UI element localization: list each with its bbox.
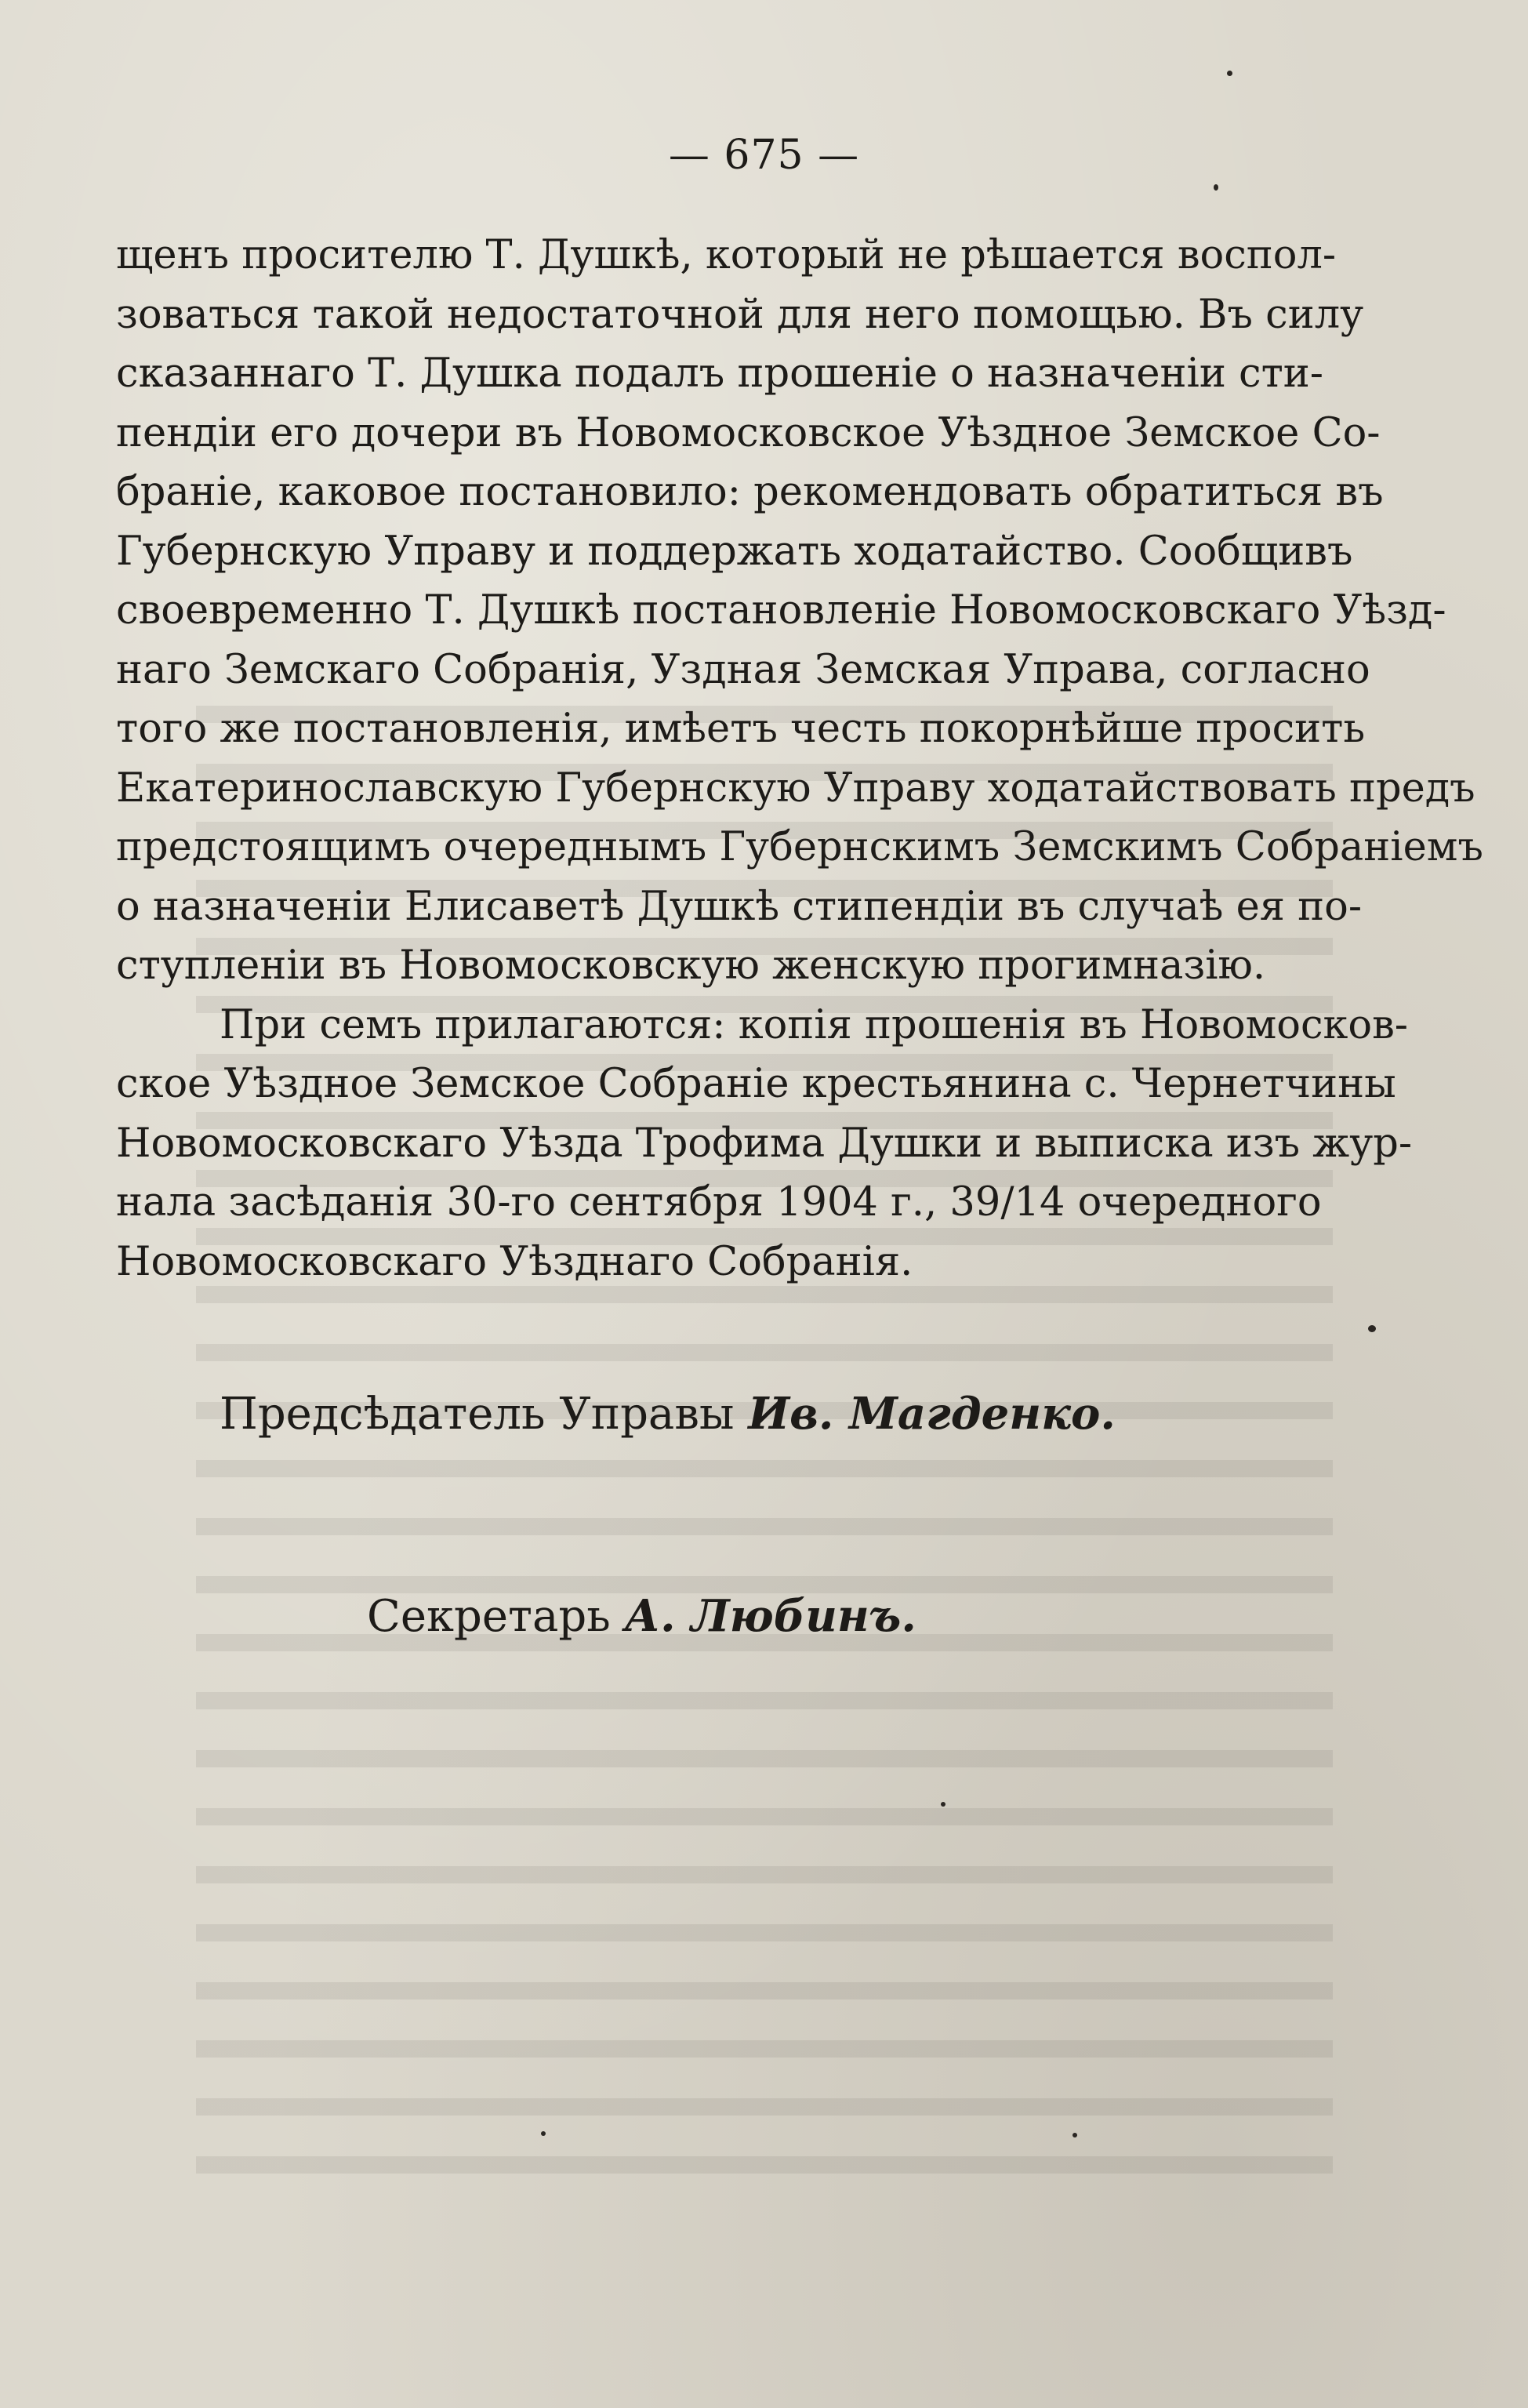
chair-signature: [220, 1388, 1116, 1440]
ink-speck: [541, 2131, 546, 2136]
text-line: щенъ просителю Т. Душкѣ, который не рѣшается воспол-: [116, 232, 1337, 278]
text-line: о назначенiи Елисаветѣ Душкѣ стипендiи въ случаѣ ея по-: [116, 883, 1363, 930]
text-line: нала засѣданiя 30-го сентября 1904 г., 39/14 очередного: [116, 1179, 1322, 1226]
text-line: того же постановленiя, имѣетъ честь покорнѣйше просить: [116, 706, 1366, 752]
text-line: ское Уѣздное Земское Собранiе крестьянина с. Чернетчины: [116, 1061, 1396, 1107]
secretary-name: А. Любинъ.: [624, 1590, 916, 1642]
body-text: [116, 226, 1483, 1291]
ink-speck: [1368, 1325, 1376, 1332]
secretary-signature: [367, 1590, 916, 1642]
text-line: предстоящимъ очереднымъ Губернскимъ Земскимъ Собранiемъ: [116, 824, 1483, 870]
text-line: Екатеринославскую Губернскую Управу ходатайствовать предъ: [116, 765, 1475, 812]
text-line: ступленiи въ Новомосковскую женскую прогимназiю.: [116, 942, 1266, 989]
text-line: Новомосковскаго Уѣзда Трофима Душки и выписка изъ жур-: [116, 1120, 1413, 1167]
secretary-title: Секретарь: [367, 1591, 611, 1642]
ink-speck: [1073, 2133, 1077, 2137]
text-line: сказаннаго Т. Душка подалъ прошенiе о назначенiи сти-: [116, 350, 1324, 397]
text-line: Новомосковскаго Уѣзднаго Собранiя.: [116, 1238, 913, 1285]
text-line: пендiи его дочери въ Новомосковское Уѣздное Земское Со-: [116, 409, 1381, 456]
text-line: наго Земскаго Собранiя, Уздная Земская Управа, согласно: [116, 646, 1370, 693]
text-line: При семъ прилагаются: копiя прошенiя въ Новомосков-: [220, 1001, 1409, 1048]
chair-title: Предсѣдатель Управы: [220, 1389, 735, 1440]
ink-speck: [1214, 184, 1218, 191]
page-number: — 675 —: [668, 132, 860, 179]
text-line: Губернскую Управу и поддержать ходатайство. Сообщивъ: [116, 528, 1353, 575]
text-line: своевременно Т. Душкѣ постановленiе Новомосковскаго Уѣзд-: [116, 587, 1446, 634]
ink-speck: [1227, 71, 1232, 76]
ink-speck: [941, 1802, 945, 1807]
paragraph-1: [116, 226, 1483, 996]
text-line: зоваться такой недостаточной для него помощью. Въ силу: [116, 291, 1364, 338]
paragraph-2: [116, 996, 1413, 1292]
chair-name: Ив. Магденко.: [748, 1388, 1116, 1440]
text-line: бранiе, каковое постановило: рекомендовать обратиться въ: [116, 469, 1384, 515]
